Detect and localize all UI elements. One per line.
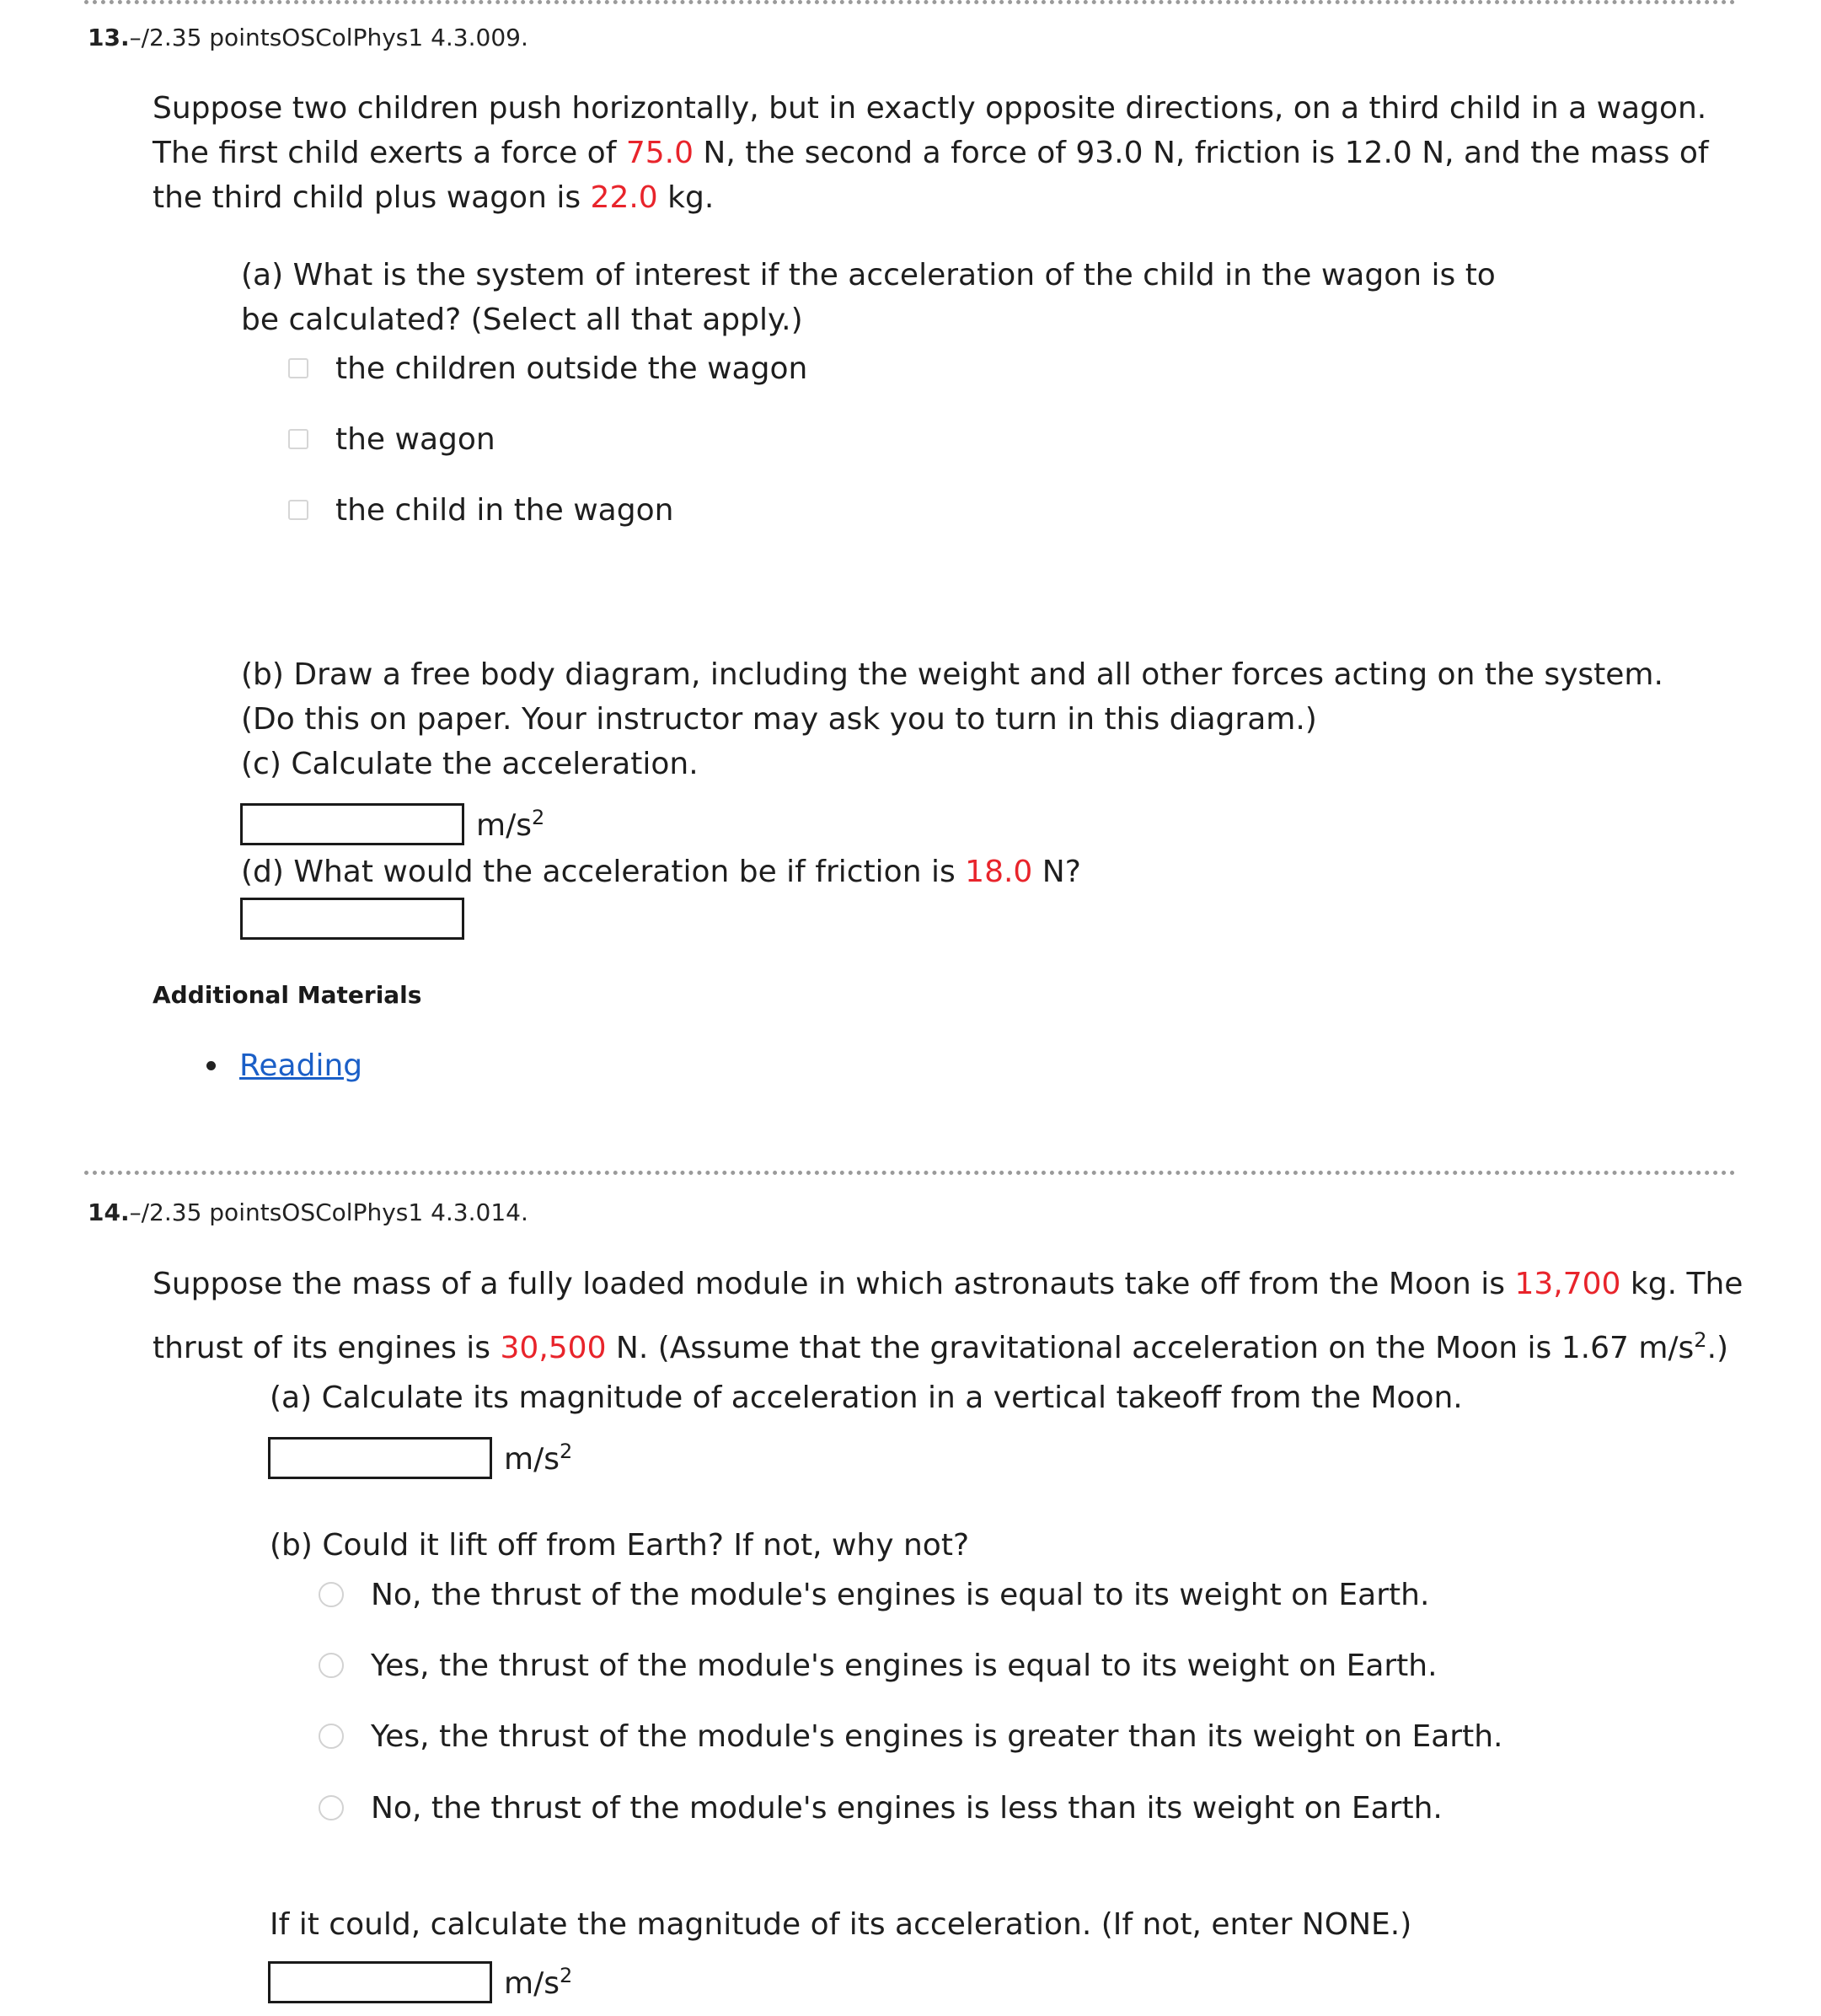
top-divider [84,0,1736,4]
q13-part-d-question: (d) What would the acceleration be if friction is 18.0 N? [241,855,1081,889]
reading-link[interactable]: Reading [239,1048,363,1083]
q13-part-b [241,652,1758,786]
question-divider [84,1171,1736,1175]
q13-part-d-answer-row [240,895,464,942]
q13-prompt-text-3: kg. [657,180,715,215]
radio-button[interactable] [319,1582,344,1607]
q14-moon-acceleration-input[interactable] [268,1437,492,1479]
q13-part-c-unit: $m/s^2$ [476,806,545,843]
q13-acceleration-input[interactable] [240,803,464,845]
radio-button[interactable] [319,1653,344,1678]
q14-source: OSColPhys1 4.3.014. [281,1198,528,1226]
q13-points: –/2.35 points [129,24,282,51]
bullet-icon [206,1061,216,1070]
q14-followup-question: If it could, calculate the magnitude of its acceleration. (If not, enter NONE.) [270,1907,1412,1942]
q13-option-child-in-wagon[interactable] [288,489,673,531]
q13-part-b-line2: (Do this on paper. Your instructor may ask you to turn in this diagram.) [241,702,1317,737]
q13-header [88,24,528,51]
q14-option-yes-equal[interactable] [319,1644,1438,1686]
q14-part-a-question: (a) Calculate its magnitude of acceleration in a vertical takeoff from the Moon. [270,1381,1463,1415]
checkbox[interactable] [288,358,308,378]
option-label: the wagon [335,421,495,457]
q14-part-b-question: (b) Could it lift off from Earth? If not, why not? [270,1528,970,1563]
q13-friction-value: 18.0 [965,855,1033,889]
q14-option-no-equal[interactable] [319,1574,1429,1616]
q13-part-c-answer-row [240,801,544,848]
q13-prompt-text-1: Suppose two children push horizontally, but in exactly opposite directions, on a third child in a wagon. The first child exerts a force of [153,91,1707,170]
q13-friction-acceleration-input[interactable] [240,898,464,940]
reading-list-item [206,1048,362,1083]
q13-part-b-line1: (b) Draw a free body diagram, including the weight and all other forces acting on the system. [241,657,1663,692]
q14-followup-answer-row [268,1959,572,2006]
q14-header [88,1198,528,1226]
q14-part-a-answer-row [268,1434,572,1482]
q13-number: 13. [88,24,130,51]
q14-option-no-less[interactable] [319,1787,1443,1829]
q14-prompt: Suppose the mass of a fully loaded module in which astronauts take off from the Moon is 13,700 kg. The thrust of its engines is 30,500 N. (Assume that the gravitational acceleration on the Moon is 1.67 $m/s^2$.) [153,1267,1743,1365]
option-label: the child in the wagon [335,492,674,528]
q13-force-value: 75.0 [625,136,694,170]
option-label: No, the thrust of the module's engines is equal to its weight on Earth. [371,1577,1430,1612]
q13-option-wagon[interactable] [288,418,495,460]
checkbox[interactable] [288,500,308,520]
q13-part-c-question: (c) Calculate the acceleration. [241,747,699,781]
q14-mass-value: 13,700 [1514,1267,1621,1301]
checkbox[interactable] [288,429,308,449]
q13-prompt [153,86,1745,220]
additional-materials-heading: Additional Materials [153,981,422,1009]
q13-option-children-outside[interactable] [288,347,807,389]
q13-source: OSColPhys1 4.3.009. [281,24,528,51]
q14-thrust-value: 30,500 [500,1331,607,1365]
option-label: Yes, the thrust of the module's engines is greater than its weight on Earth. [371,1718,1503,1754]
radio-button[interactable] [319,1724,344,1749]
q14-followup-unit: $m/s^2$ [504,1964,573,2001]
q14-earth-acceleration-input[interactable] [268,1961,492,2003]
q13-mass-value: 22.0 [590,180,658,215]
q14-part-a-unit: $m/s^2$ [504,1440,573,1477]
q14-option-yes-greater[interactable] [319,1715,1502,1757]
q14-points: –/2.35 points [129,1198,282,1226]
option-label: No, the thrust of the module's engines is less than its weight on Earth. [371,1790,1443,1826]
radio-button[interactable] [319,1795,344,1820]
q13-prompt-text-2: N, the second a force of 93.0 N, friction is 12.0 N, and the mass of the third child plus wagon is [153,136,1709,215]
option-label: the children outside the wagon [335,351,808,386]
option-label: Yes, the thrust of the module's engines is equal to its weight on Earth. [371,1648,1438,1683]
q13-part-a-question: (a) What is the system of interest if the acceleration of the child in the wagon is to be calculated? (Select all that apply.) [241,258,1496,337]
q14-number: 14. [88,1198,130,1226]
